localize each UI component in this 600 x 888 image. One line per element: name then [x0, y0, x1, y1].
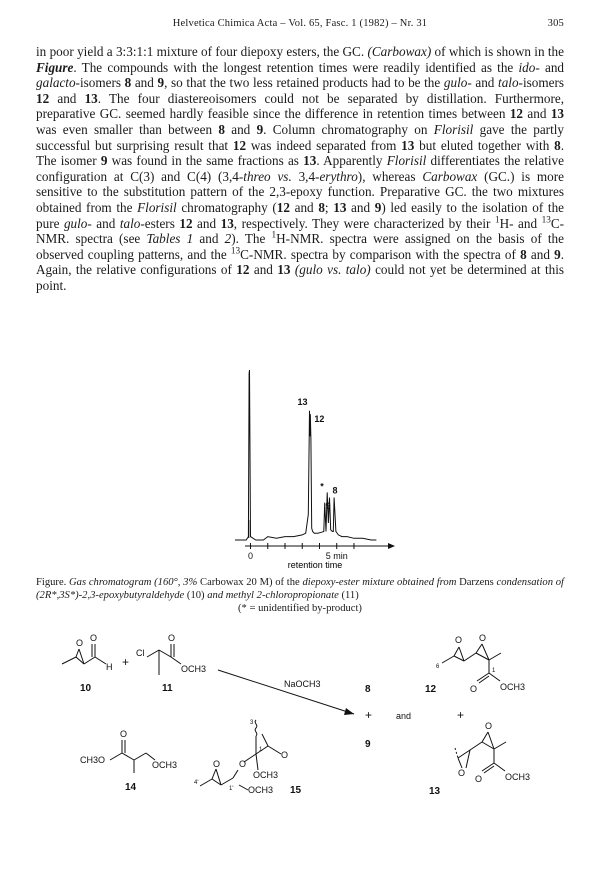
text-run: isomers — [79, 75, 125, 91]
text-run: erythro — [319, 168, 358, 184]
atom-OCH3: OCH3 — [152, 760, 178, 770]
peak-labels — [297, 397, 337, 511]
text-run: gulo- — [63, 215, 92, 231]
atom-O: O — [76, 638, 84, 648]
body-text — [36, 44, 564, 294]
text-run: (Carbowax) — [367, 44, 432, 59]
peak-label: 8 — [332, 485, 338, 496]
atom-O: O — [455, 635, 463, 645]
text-run: C-NMR. spectra by comparison with the spectra of — [240, 246, 521, 262]
text-run: , respectively. They were characterized by their — [233, 215, 495, 231]
structure-15 — [194, 720, 302, 796]
text-run: and — [131, 75, 158, 91]
text-run: and — [193, 231, 225, 247]
position-label: 1 — [492, 668, 496, 674]
text-run: 12 — [36, 90, 50, 106]
atom-Cl: Cl — [136, 648, 145, 658]
caption-lead: Figure. — [36, 577, 67, 588]
text-run: ido- — [518, 59, 540, 75]
text-run: gave the partly successful but surprising result that — [36, 121, 564, 153]
peak-label: 13 — [297, 396, 308, 407]
text-run: Carbowax 20 M) of the — [197, 577, 303, 588]
text-run: 8 — [218, 121, 225, 137]
text-run: Figure — [36, 59, 74, 75]
atom-O: O — [479, 633, 487, 643]
atom-O: O — [485, 721, 493, 731]
text-run: and methyl 2-chloropropionate — [207, 590, 339, 601]
text-run: 12 — [509, 106, 523, 122]
compound-number: 13 — [429, 786, 441, 797]
text-run: isomers — [522, 75, 564, 91]
text-run: 8 — [520, 246, 527, 262]
text-run: and — [192, 215, 221, 231]
text-run: was even smaller than between — [36, 121, 219, 137]
text-run: 8 — [124, 75, 132, 91]
text-run: 8 — [318, 199, 325, 215]
text-run: 13 — [277, 262, 291, 278]
text-run: threo vs. — [243, 168, 292, 184]
text-run: and — [523, 106, 551, 122]
caption-footnote: (* = unidentified by-product) — [238, 603, 362, 614]
text-run: H- and — [499, 215, 542, 231]
text-run: C-NMR. spectra (see — [36, 215, 564, 247]
text-run: (GC.) is more sensitive to the substitution pattern of the 2,3-epoxy function. Preparative GC. the two mixtures obtained from the — [36, 168, 565, 215]
text-run: 1 — [494, 214, 500, 225]
text-run: 1 — [271, 229, 277, 240]
text-run: . Apparently — [316, 153, 387, 169]
text-run: and — [224, 121, 257, 137]
text-run: 9 — [100, 153, 108, 169]
compound-number: 14 — [125, 782, 137, 793]
atom-O: O — [470, 684, 478, 694]
position-label: 1' — [229, 786, 234, 792]
text-run: (11) — [338, 590, 359, 601]
text-run: and — [49, 90, 85, 106]
text-run: 13 — [333, 199, 347, 215]
body-paragraph — [36, 44, 564, 294]
text-run: esters — [144, 215, 180, 231]
reaction-scheme — [0, 630, 600, 830]
running-title: Helvetica Chimica Acta – Vol. 65, Fasc. 1 (1982) – Nr. 31 — [172, 18, 428, 29]
compound-number: 11 — [162, 683, 173, 694]
text-run: 9 — [374, 199, 382, 215]
x-axis-label: retention time — [287, 560, 343, 570]
reaction-arrow — [218, 670, 354, 715]
text-run: ) led easily to the isolation of the pure — [36, 199, 565, 231]
text-run: 13 — [230, 245, 241, 256]
text-run: and — [526, 246, 555, 262]
text-run: Florisil — [386, 153, 427, 169]
text-run: . Column chromatography on — [263, 121, 434, 137]
text-run: . Again, the relative configurations of — [36, 246, 564, 278]
text-run: 13 — [550, 106, 564, 122]
plus-sign: + — [365, 708, 373, 722]
text-run: 13 — [84, 90, 98, 106]
gas-chromatogram — [220, 362, 400, 570]
text-run: was indeed separated from — [246, 137, 402, 153]
text-run: and — [471, 75, 499, 91]
atom-H: H — [106, 662, 113, 672]
text-run: , so that the two less retained products had to be the — [164, 75, 444, 91]
text-run: condensation of (2R*,3S*)-2,3-epoxybutyraldehyde — [36, 577, 564, 601]
page-number: 305 — [547, 18, 564, 29]
text-run: 12 — [276, 199, 290, 215]
text-run: 12 — [236, 262, 250, 278]
plus-sign: + — [457, 708, 465, 722]
text-run: was found in the same fractions as — [107, 153, 304, 169]
peak-label: * — [320, 481, 324, 492]
atom-O: O — [213, 759, 221, 769]
text-run: 9 — [256, 121, 264, 137]
position-label: 6 — [436, 664, 440, 670]
text-run: and — [346, 199, 375, 215]
x-axis-arrow — [388, 543, 395, 549]
compound-number: 10 — [80, 683, 92, 694]
text-run: chromatography ( — [176, 199, 277, 215]
text-run: (10) — [184, 590, 208, 601]
text-run: and — [289, 199, 319, 215]
structure-11 — [136, 633, 206, 694]
atom-O: O — [281, 750, 289, 760]
text-run: (gulo vs. talo) — [294, 262, 371, 278]
text-run: 3,4- — [291, 168, 320, 184]
atom-O: O — [90, 633, 98, 643]
text-run: gulo- — [443, 75, 472, 91]
text-run: 8 — [554, 137, 561, 153]
text-run: talo- — [498, 75, 523, 91]
text-run: ; — [324, 199, 334, 215]
structure-12 — [425, 633, 525, 695]
text-run: H-NMR. spectra were assigned on the basis of the observed coupling patterns, and the — [36, 231, 565, 262]
text-run: Florisil — [137, 199, 177, 215]
chromatogram-axes — [245, 520, 395, 549]
text-run: Carbowax — [422, 168, 478, 184]
text-run: talo- — [119, 215, 145, 231]
atom-O: O — [168, 633, 176, 643]
plus-sign: + — [122, 655, 130, 669]
structure-10 — [62, 633, 113, 694]
position-label: 4' — [194, 780, 199, 786]
caption-text — [36, 577, 564, 601]
text-run: in poor yield a 3:3:1:1 mixture of four diepoxy esters, the GC. — [36, 44, 368, 59]
text-run: could not yet be determined at this point. — [36, 262, 564, 293]
x-tick-label: 5 min — [325, 551, 348, 561]
text-run: 13 — [401, 137, 415, 153]
text-run: 13 — [303, 153, 317, 169]
text-run: 12 — [232, 137, 247, 153]
structure-14 — [80, 729, 177, 793]
text-run: of which is shown in the — [431, 44, 564, 59]
text-run: 13 — [220, 215, 234, 231]
atom-CH3O: CH3O — [80, 755, 106, 765]
atom-O: O — [239, 759, 247, 769]
text-run: Florisil — [433, 121, 474, 137]
text-run: ). The — [231, 231, 272, 247]
text-run: 13 — [541, 214, 551, 225]
text-run: 9 — [554, 246, 561, 262]
text-run: differentiates the relative configuration at C(3) and C(4) (3,4- — [36, 153, 564, 184]
chromatogram-trace — [235, 370, 376, 540]
compound-number: 15 — [290, 785, 302, 796]
text-run: 2 — [224, 231, 232, 247]
atom-O: O — [458, 768, 466, 778]
reagent-label: NaOCH3 — [284, 679, 321, 689]
compound-number: 9 — [365, 739, 371, 750]
atom-OCH3: OCH3 — [500, 682, 526, 692]
figure-caption — [36, 576, 564, 615]
text-run: . The isomer — [36, 137, 564, 169]
peak-label: 12 — [314, 414, 325, 425]
and-label: and — [396, 711, 412, 721]
position-label: 3 — [250, 720, 254, 726]
peak-label: 9 — [325, 501, 331, 511]
atom-OCH3: OCH3 — [505, 772, 531, 782]
text-run: galacto- — [36, 75, 80, 91]
text-run: 9 — [157, 75, 165, 91]
atom-O: O — [120, 729, 128, 739]
text-run: but eluted together with — [414, 137, 555, 153]
text-run: and — [91, 215, 120, 231]
structure-13 — [429, 721, 530, 797]
text-run: . The compounds with the longest retention times were readily identified as the — [73, 59, 519, 75]
atom-OCH3: OCH3 — [181, 664, 207, 674]
text-run: . The four diastereoisomers could not be separated by distillation. Furthermore, preparative GC. seemed hardly feasible since the difference in retention times between — [36, 90, 565, 122]
text-run: Tables 1 — [146, 231, 194, 247]
text-run: diepoxy-ester mixture obtained from — [302, 577, 457, 588]
text-run: and — [539, 59, 565, 75]
x-tick-label: 0 — [248, 551, 254, 561]
text-run: and — [249, 262, 278, 278]
atom-OCH3: OCH3 — [248, 785, 274, 795]
compound-number: 8 — [365, 684, 371, 695]
atom-OCH3: OCH3 — [253, 770, 279, 780]
atom-O: O — [475, 774, 483, 784]
text-run: Darzens — [456, 577, 497, 588]
text-run: 12 — [179, 215, 193, 231]
position-label: 1 — [259, 747, 263, 753]
compound-number: 12 — [425, 684, 437, 695]
text-run: ), whereas — [357, 168, 423, 184]
text-run: Gas chromatogram (160°, 3% — [66, 577, 198, 588]
